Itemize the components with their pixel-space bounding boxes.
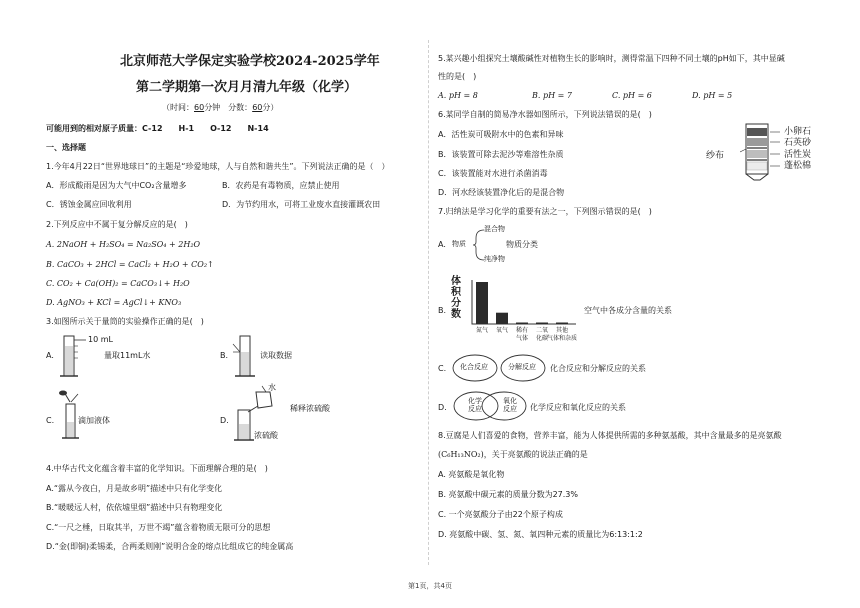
q3-stem: 3.如图所示关于量筒的实验操作正确的是( ) [46, 317, 204, 326]
q5-option-c: C. pH = 6 [612, 91, 652, 100]
q3-letter-d: D. [220, 416, 229, 425]
q7-letter-b: B. [438, 306, 447, 315]
q5-option-b: B. pH = 7 [532, 91, 572, 100]
filter-label-sand: 石英砂 [784, 138, 812, 148]
q6-option-a: A．活性炭可吸附水中的色素和异味 [438, 130, 564, 139]
q7-c-left: 化合反应 [460, 363, 488, 371]
q5-option-d: D. pH = 5 [692, 91, 733, 100]
page-footer: 第1页，共4页 [408, 582, 452, 590]
q8-option-d: D. 亮氨酸中碳、氢、氮、氧四种元素的质量比为6:13:1:2 [438, 530, 643, 539]
q3-c-caption: 滴加液体 [78, 416, 110, 425]
q3-letter-b: B. [220, 351, 229, 360]
column-divider [428, 40, 429, 565]
q6-option-c: C．该装置能对水进行杀菌消毒 [438, 169, 548, 178]
q2-option-d: D. AgNO₃ + KCl = AgCl↓+ KNO₃ [46, 298, 182, 307]
exam-info [162, 103, 278, 113]
page-title-line1: 北京师范大学保定实验学校2024-2025学年 [120, 54, 380, 69]
q7-letter-a: A. [438, 240, 446, 249]
q1-option-b: B．农药是有毒物质，应禁止使用 [222, 181, 340, 190]
q3-b-caption: 读取数据 [260, 351, 292, 360]
q8-stem-cont: (C₆H₁₃NO₂)，关于亮氨酸的说法正确的是 [438, 450, 588, 459]
filter-label-carbon: 活性炭 [784, 150, 812, 160]
air-composition-chart [468, 278, 578, 344]
q8-option-c: C. 一个亮氨酸分子由22个原子构成 [438, 510, 563, 519]
q7-b-ylabel: 体积分数 [451, 276, 461, 320]
q1-stem: 1.今年4月22日“世界地球日”的主题是“珍爱地球，人与自然和谐共生”。下列说法正确的是（ ） [46, 162, 390, 171]
filter-label-pebble: 小卵石 [784, 127, 812, 137]
q3-a-scale-label: 10 mL [88, 335, 113, 344]
q7-stem: 7.归纳法是学习化学的重要有法之一，下列图示错误的是( ) [438, 207, 652, 216]
q1-option-d: D．为节约用水，可将工业废水直接灌溉农田 [222, 200, 381, 209]
q4-stem: 4.中华古代文化蕴含着丰富的化学知识。下面理解合理的是( ) [46, 464, 268, 473]
q3-d-acid-label: 浓硫酸 [254, 431, 278, 440]
q2-option-b: B. CaCO₃ + 2HCl = CaCl₂ + H₂O + CO₂↑ [46, 260, 214, 269]
chart-bar [556, 323, 568, 325]
section-heading: 一、选择题 [46, 143, 86, 152]
chart-category-label: 化碳 [535, 335, 549, 342]
q8-stem: 8.豆腐是人们喜爱的食物，营养丰富，能为人体提供所需的多种氨基酸，其中含量最多的是亮氨酸 [438, 431, 782, 440]
q4-option-c: C.“一尺之棰，日取其半，万世不竭”蕴含着物质无限可分的思想 [46, 523, 271, 532]
q5-stem-cont: 性的是( ) [438, 72, 477, 81]
q7-d-desc: 化学反应和氧化反应的关系 [530, 403, 626, 412]
q5-stem: 5.某兴趣小组探究土壤酸碱性对植物生长的影响时，测得常温下四种不同土壤的pH如下，其中显碱 [438, 54, 785, 63]
q3-d-caption: 稀释浓硫酸 [290, 404, 330, 413]
chart-category-label: 其他 [555, 327, 569, 334]
water-filter-figure [740, 122, 780, 184]
q8-option-a: A. 亮氨酸是氧化物 [438, 470, 505, 479]
q1-option-c: C．锈蚀金属应回收利用 [46, 200, 132, 209]
q7-letter-c: C. [438, 364, 447, 373]
chart-category-label: 气体 [515, 335, 529, 342]
q3-letter-a: A. [46, 351, 54, 360]
atomic-masses: 可能用到的相对原子质量：C-12 H-1 O-12 N-14 [46, 124, 269, 133]
q4-option-b: B.“暖暖远人村，依依墟里烟”描述中只有物理变化 [46, 503, 223, 512]
chart-bar [496, 313, 508, 324]
chart-bar [536, 323, 548, 325]
chart-category-label: 稀有 [515, 327, 529, 334]
q7-a-pure: 纯净物 [484, 255, 505, 263]
q7-a-root: 物质 [452, 240, 466, 248]
q7-c-right: 分解反应 [508, 363, 536, 371]
time-prefix: （时间： [162, 103, 194, 112]
q6-stem: 6.某同学自制的简易净水器如图所示，下列说法错误的是( ) [438, 110, 652, 119]
q1-option-a: A．形成酸雨是因为大气中CO₂含量增多 [46, 181, 187, 190]
q4-option-d: D.“金(即铜)柔锡柔，合两柔则刚”说明合金的熔点比组成它的纯金属高 [46, 542, 294, 551]
q2-option-c: C. CO₂ + Ca(OH)₂ = CaCO₃↓+ H₂O [46, 279, 190, 288]
q6-option-d: D．河水经该装置净化后的是混合物 [438, 188, 565, 197]
q7-d-right: 氧化反应 [503, 397, 517, 414]
page-title-line2: 第二学期第一次月月清九年级（化学） [136, 80, 358, 95]
chart-category-label: 氮气 [475, 327, 489, 334]
q4-option-a: A.“露从今夜白，月是故乡明”描述中只有化学变化 [46, 484, 223, 493]
q7-c-desc: 化合反应和分解反应的关系 [550, 364, 646, 373]
q3-d-water-label: 水 [268, 383, 276, 392]
time-unit: 分钟 分数： [204, 103, 253, 112]
filter-label-cloth: 纱布 [706, 151, 725, 161]
chart-category-label: 氧气 [495, 327, 509, 334]
chart-category-label: 二氧 [535, 327, 549, 334]
q5-option-a: A. pH = 8 [438, 91, 478, 100]
q7-a-desc: 物质分类 [506, 240, 538, 249]
q2-stem: 2.下列反应中不属于复分解反应的是( ) [46, 220, 188, 229]
time-value: 60 [194, 103, 205, 112]
chart-bar [476, 282, 488, 324]
q7-b-desc: 空气中各成分含量的关系 [584, 306, 672, 315]
q3-figure-b [232, 332, 258, 382]
q7-d-left: 化学反应 [468, 397, 482, 414]
chart-category-label: 气体和杂质 [546, 335, 578, 342]
q8-option-b: B. 亮氨酸中碳元素的质量分数为27.3% [438, 490, 578, 499]
chart-bar [516, 323, 528, 325]
q7-a-mixture: 混合物 [484, 225, 505, 233]
q3-a-caption: 量取11mL水 [104, 351, 151, 360]
q6-option-b: B．该装置可除去泥沙等难溶性杂质 [438, 150, 564, 159]
score-value: 60 [252, 103, 263, 112]
q2-option-a: A. 2NaOH + H₂SO₄ = Na₂SO₄ + 2H₂O [46, 240, 201, 249]
q7-letter-d: D. [438, 403, 447, 412]
filter-label-cotton: 蓬松棉 [784, 161, 812, 171]
q3-letter-c: C. [46, 416, 55, 425]
score-unit: 分） [262, 103, 279, 112]
